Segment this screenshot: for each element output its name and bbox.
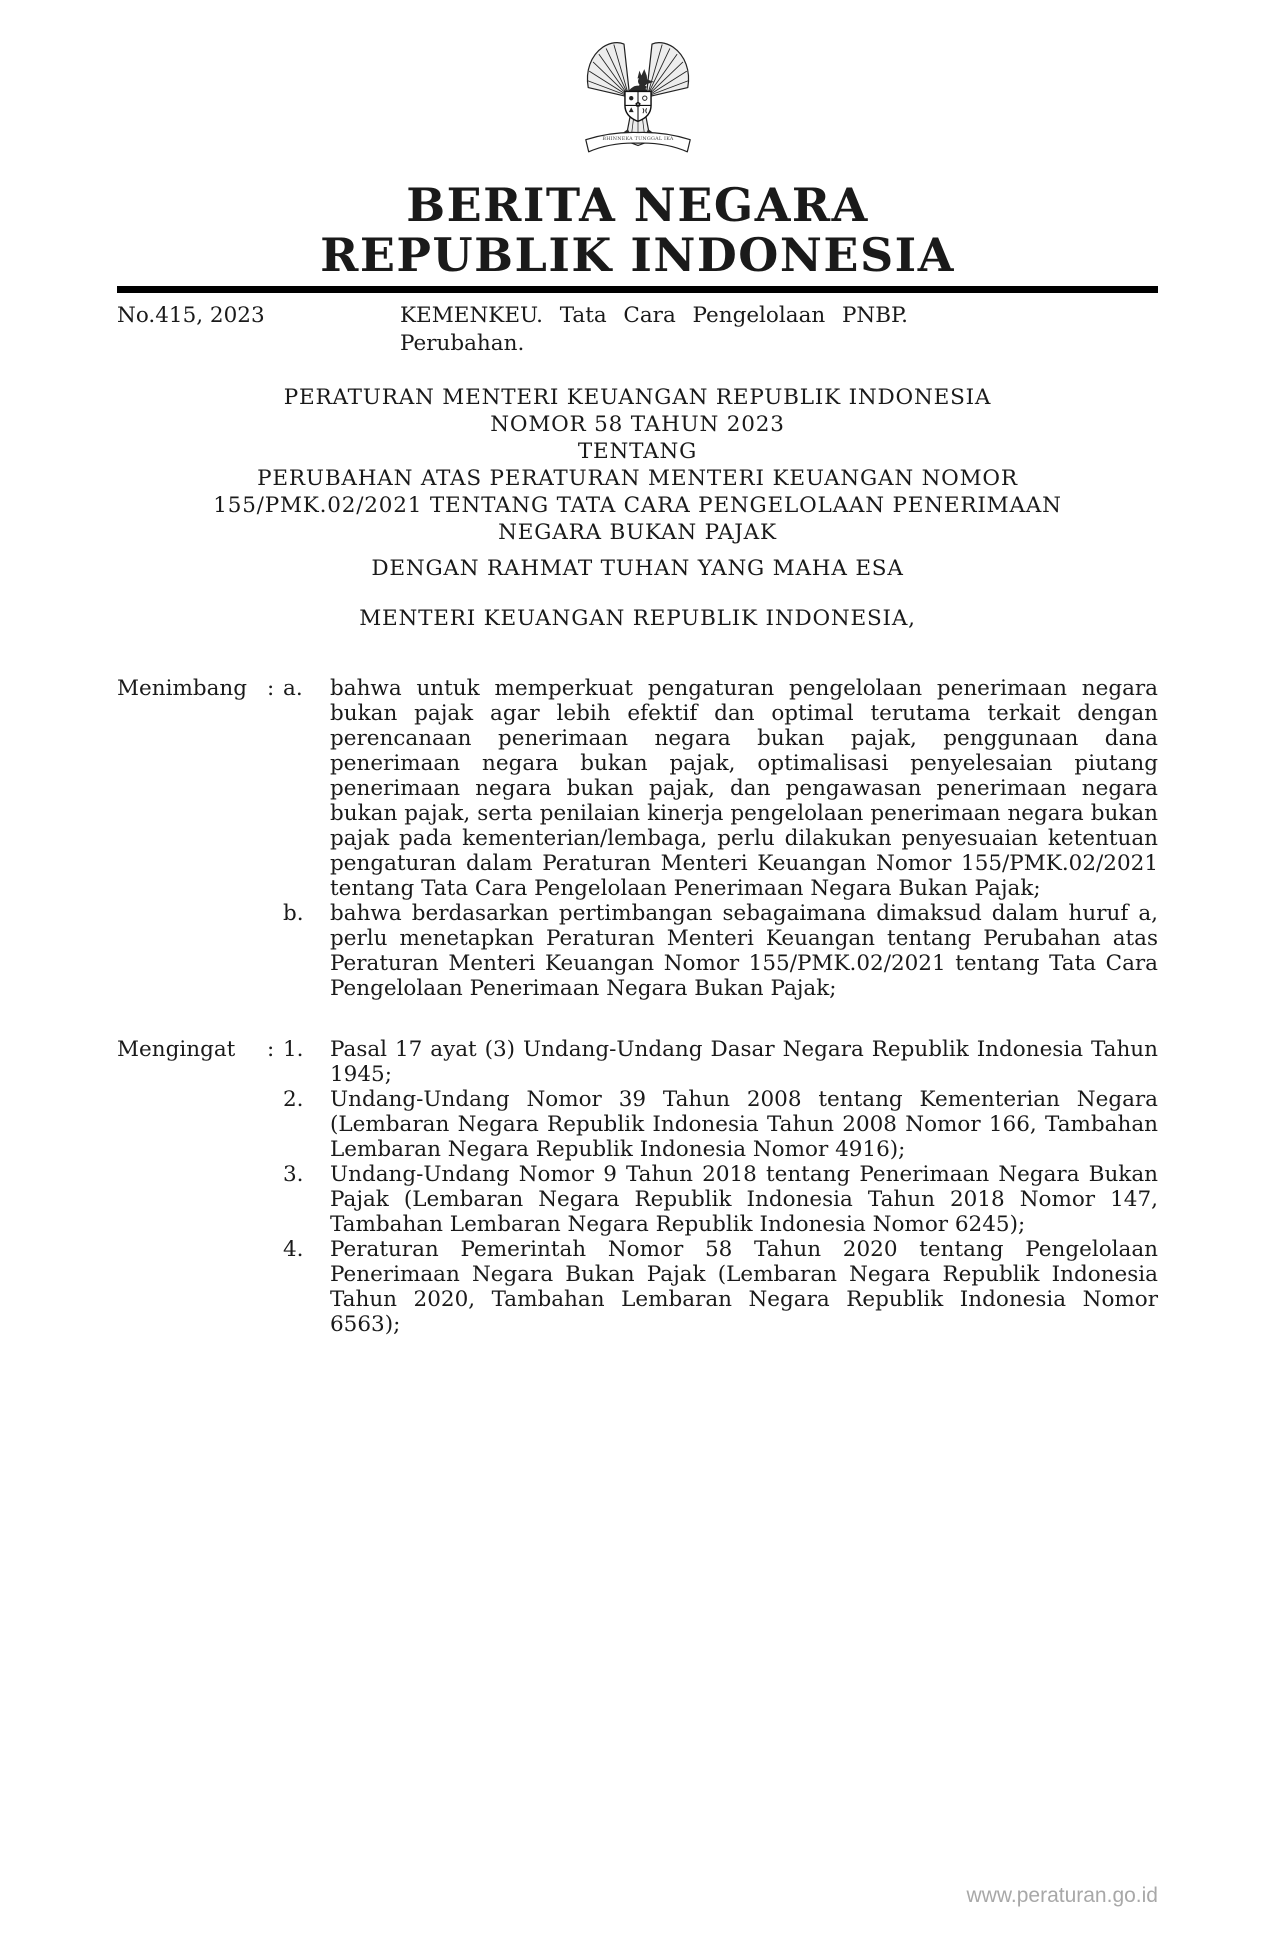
consideration-item-text: bahwa untuk memperkuat pengaturan pengelolaan penerimaan negara bukan pajak agar lebih efektif dan optimal terutama terkait dengan perencanaan penerimaan negara bukan pajak, penggunaan dana penerimaan negara bukan pajak, optimalisasi penyelesaian piutang penerimaan negara bukan pajak, dan pengawasan penerimaan negara bukan pajak, serta penilaian kinerja pengelolaan penerimaan negara bukan pajak pada kementerian/lembaga, perlu dilakukan penyesuaian ketentuan pengaturan dalam Peraturan Menteri Keuangan Nomor 155/PMK.02/2021 tentang Tata Cara Pengelolaan Penerimaan Negara Bukan Pajak; [330, 676, 1158, 901]
considerations-items [283, 676, 1158, 1001]
gazette-number: No.415, 2023 [117, 303, 265, 328]
legal-basis-item [283, 1237, 1158, 1337]
legal-basis-section [117, 1037, 1158, 1337]
about-label: TENTANG [577, 439, 698, 464]
considerations-colon: : [267, 676, 275, 701]
regulation-title: PERATURAN MENTERI KEUANGAN REPUBLIK INDONESIA [283, 385, 992, 410]
gazette-title-line1: BERITA NEGARA [406, 178, 869, 232]
legal-basis-colon: : [267, 1037, 275, 1062]
garuda-pancasila-emblem [117, 40, 1158, 166]
legal-basis-item-text: Undang-Undang Nomor 39 Tahun 2008 tentang Kementerian Negara (Lembaran Negara Republik Indonesia Tahun 2008 Nomor 166, Tambahan Lembaran Negara Republik Indonesia Nomor 4916); [330, 1087, 1158, 1162]
legal-basis-item-marker: 4. [283, 1237, 304, 1262]
legal-basis-item [283, 1162, 1158, 1237]
source-website-watermark: www.peraturan.go.id [966, 1884, 1158, 1907]
emblem-motto-text: BHINNEKA TUNGGAL IKA [601, 137, 674, 143]
considerations-section [117, 676, 1158, 1001]
legal-basis-item-text: Peraturan Pemerintah Nomor 58 Tahun 2020 tentang Pengelolaan Penerimaan Negara Bukan Pajak (Lembaran Negara Republik Indonesia Tahun 2020, Tambahan Lembaran Negara Republik Indonesia Nomor 6563); [330, 1237, 1158, 1337]
invocation-line: DENGAN RAHMAT TUHAN YANG MAHA ESA [371, 556, 904, 581]
consideration-item-marker: b. [283, 901, 304, 926]
consideration-item [283, 901, 1158, 1001]
gazette-masthead [117, 180, 1158, 280]
legal-basis-item [283, 1087, 1158, 1162]
legal-basis-item-text: Undang-Undang Nomor 9 Tahun 2018 tentang Penerimaan Negara Bukan Pajak (Lembaran Negara Republik Indonesia Tahun 2018 Nomor 147, Tambahan Lembaran Negara Republik Indonesia Nomor 6245); [330, 1162, 1158, 1237]
enacting-authority-line: MENTERI KEUANGAN REPUBLIK INDONESIA, [359, 606, 916, 631]
gazette-title-line2: REPUBLIK INDONESIA [320, 228, 955, 282]
legal-basis-item [283, 1037, 1158, 1087]
gazette-meta-row [117, 302, 1158, 358]
legal-basis-item-text: Pasal 17 ayat (3) Undang-Undang Dasar Negara Republik Indonesia Tahun 1945; [330, 1037, 1158, 1087]
legal-basis-item-marker: 3. [283, 1162, 304, 1187]
regulation-title-block [117, 384, 1158, 632]
consideration-item-marker: a. [283, 676, 303, 701]
considerations-label: Menimbang [117, 676, 248, 701]
garuda-emblem-graphic [580, 40, 696, 166]
masthead-divider [117, 286, 1158, 293]
regulation-number: NOMOR 58 TAHUN 2023 [490, 412, 785, 437]
legal-basis-items [283, 1037, 1158, 1337]
consideration-item [283, 676, 1158, 901]
consideration-item-text: bahwa berdasarkan pertimbangan sebagaimana dimaksud dalam huruf a, perlu menetapkan Peraturan Menteri Keuangan tentang Perubahan atas Peraturan Menteri Keuangan Nomor 155/PMK.02/2021 tentang Tata Cara Pengelolaan Penerimaan Negara Bukan Pajak; [330, 901, 1158, 1001]
legal-basis-label: Mengingat [117, 1037, 236, 1062]
gazette-subject: KEMENKEU. Tata Cara Pengelolaan PNBP. Perubahan. [400, 303, 908, 356]
regulation-subject-title: PERUBAHAN ATAS PERATURAN MENTERI KEUANGAN NOMOR 155/PMK.02/2021 TENTANG TATA CARA PENGELOLAAN PENERIMAAN NEGARA BUKAN PAJAK [213, 466, 1062, 545]
legal-basis-item-marker: 1. [283, 1037, 304, 1062]
legal-basis-item-marker: 2. [283, 1087, 304, 1112]
